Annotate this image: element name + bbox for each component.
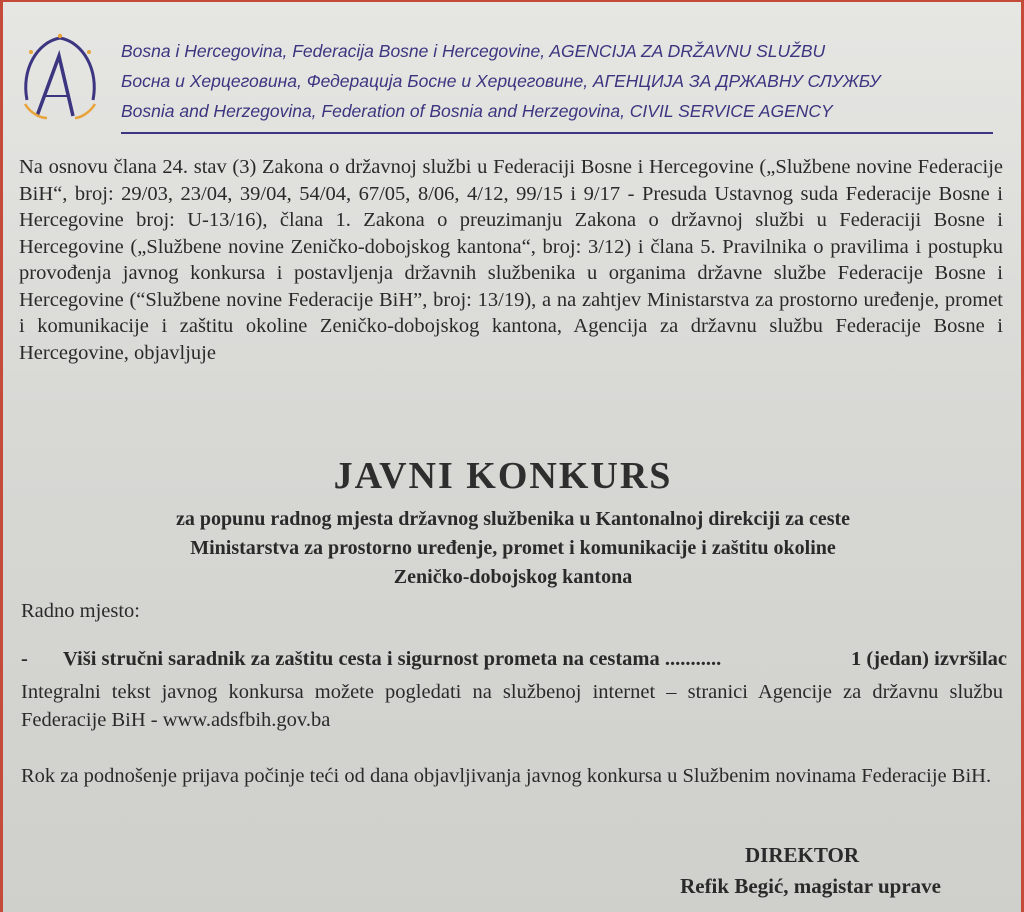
header [3, 2, 1003, 137]
agency-name-lines [121, 36, 880, 126]
deadline-paragraph: Rok za podnošenje prijava počinje teći od dana objavljivanja javnog konkursa u Službenim novinama Federacije BiH. [21, 765, 992, 787]
position-count: 1 (jedan) izvršilac [851, 648, 1007, 670]
position-label: Radno mjesto: [21, 600, 141, 622]
full-text-paragraph: Integralni tekst javnog konkursa možete pogledati na službenoj internet – stranici Agencije za državnu službu Federacije BiH - www.adsfbih.gov.ba [21, 681, 1003, 731]
preamble-paragraph: Na osnovu člana 24. stav (3) Zakona o državnoj službi u Federaciji Bosne i Hercegovine („Službene novine Federacije BiH“, broj: 29/03, 23/04, 39/04, 54/04, 67/05, 8/06, 4/12, 99/15 i 9/17 - Presuda Ustavnog suda Federacije Bosne i Hercegovine broj: U-13/16), člana 1. Zakona o preuzimanju Zakona o državnoj službi u Federaciji Bosne i Hercegovine („Službene novine Zeničko-dobojskog kantona“, broj: 3/12) i člana 5. Pravilnika o pravilima i postupku provođenja javnog konkursa i postavljenja državnih službenika u organima državne službe Federacije Bosne i Hercegovine (“Službene novine Federacije BiH”, broj: 13/19), a na zahtjev Ministarstva za prostorno uređenje, promet i komunikacije i zaštitu okoline Zeničko-dobojskog kantona, Agencija za državnu službu Federacije Bosne i Hercegovine, objavljuje [19, 156, 1003, 364]
agency-name-latin: Bosna i Hercegovina, Federacija Bosne i Hercegovine, AGENCIJA ZA DRŽAVNU SLUŽBU [121, 41, 826, 61]
header-divider [121, 132, 993, 134]
agency-name-english: Bosnia and Herzegovina, Federation of Bosnia and Herzegovina, CIVIL SERVICE AGENCY [121, 101, 833, 121]
signature-role: DIREKTOR [745, 843, 859, 867]
notice-subtitle [63, 505, 963, 592]
agency-logo-icon [17, 30, 103, 122]
subtitle-line: za popunu radnog mjesta državnog službenika u Kantonalnoj direkciji za ceste [175, 508, 851, 530]
signature-name: Refik Begić, magistar uprave [680, 874, 941, 898]
signature-block [680, 840, 941, 902]
agency-name-cyrillic: Босна и Херцеговина, Федерација Босне и Херцеговине, АГЕНЦИЈА ЗА ДРЖАВНУ СЛУЖБУ [121, 71, 881, 91]
subtitle-line: Zeničko-dobojskog kantona [393, 566, 633, 588]
notice-title: JAVNI KONKURS [333, 455, 673, 497]
list-dash: - [21, 648, 28, 670]
subtitle-line: Ministarstva za prostorno uređenje, promet i komunikacije i zaštitu okoline [190, 537, 836, 559]
position-title: Viši stručni saradnik za zaštitu cesta i sigurnost prometa na cestama ........... [63, 648, 722, 670]
